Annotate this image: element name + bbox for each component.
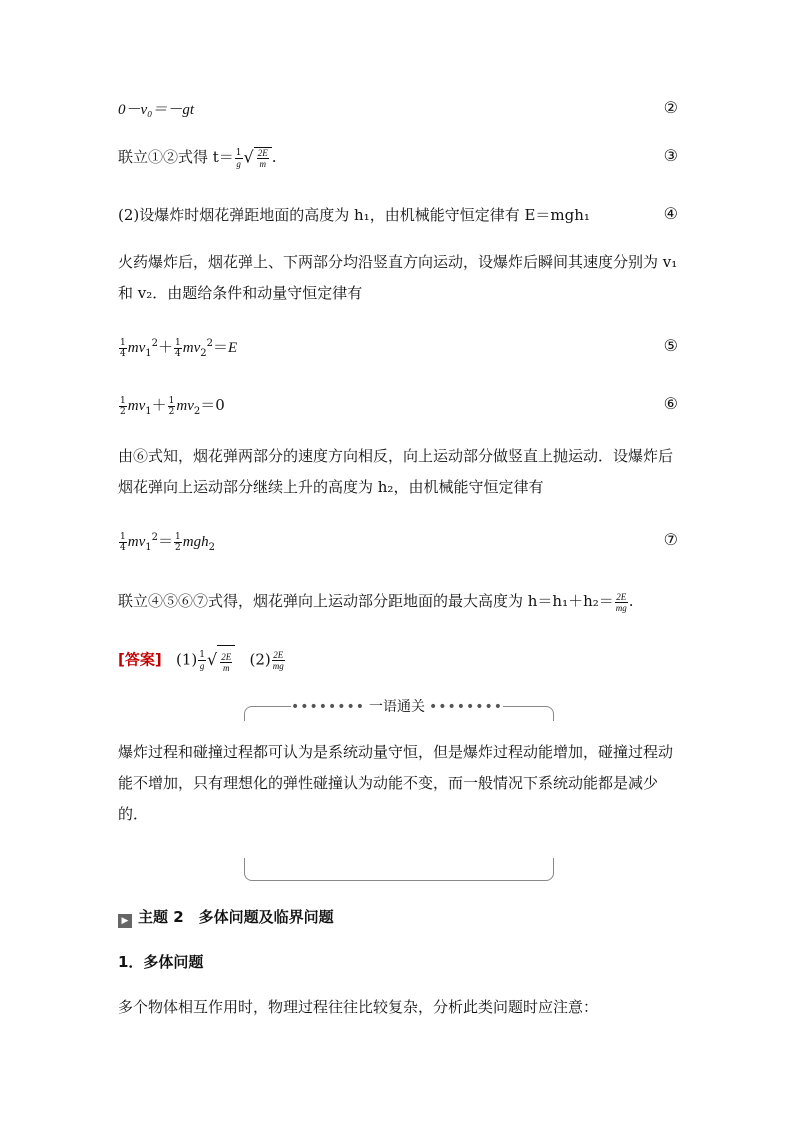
equation-number: ③ bbox=[663, 146, 678, 165]
equation-row-3 bbox=[118, 146, 678, 176]
answer-label: [答案] bbox=[118, 650, 162, 669]
equation-number: ④ bbox=[663, 204, 678, 223]
answer-line: [答案] (1) $\frac{1}{g}$ √ $\frac{2E}{m}$ (2) $\frac{2E}{mg}$ bbox=[118, 644, 683, 677]
equation-number: ⑥ bbox=[663, 394, 678, 413]
equation-text: $\frac{1}{4}$ $mv_1^2+$ $\frac{1}{4}$ $mv_2^2=E$ bbox=[120, 337, 238, 359]
equation-row-4 bbox=[118, 204, 678, 234]
equation-text: 0－v₀＝－gt bbox=[118, 102, 195, 118]
summary-box-body: 爆炸过程和碰撞过程都可认为是系统动量守恒，但是爆炸过程动能增加，碰撞过程动能不增加，只有理想化的弹性碰撞认为动能不变，而一般情况下系统动能都是减少的． bbox=[118, 743, 674, 823]
equation-row-6 bbox=[118, 394, 678, 424]
equation-text: $\frac{1}{4}$ $mv_1^2=$ $\frac{1}{2}$ mgh$_2$ bbox=[120, 531, 215, 553]
equation-max-height: 联立④⑤⑥⑦式得，烟花弹向上运动部分距地面的最大高度为 h＝h₁＋h₂＝ $\frac{2E}{mg}$ . bbox=[118, 591, 634, 613]
paragraph: 火药爆炸后，烟花弹上、下两部分均沿竖直方向运动，设爆炸后瞬间其速度分别为 v₁ 和 v₂．由题给条件和动量守恒定律有 bbox=[118, 253, 678, 302]
paragraph: 由⑥式知，烟花弹两部分的速度方向相反，向上运动部分做竖直上抛运动．设爆炸后烟花弹向上运动部分继续上升的高度为 h₂，由机械能守恒定律有 bbox=[118, 447, 674, 496]
equation-number: ⑤ bbox=[663, 336, 678, 355]
equation-text: (2)设爆炸时烟花弹距地面的高度为 h₁，由机械能守恒定律有 E＝mgh₁ bbox=[118, 206, 590, 224]
subheading: 1．多体问题 bbox=[118, 953, 204, 971]
equation-row-7 bbox=[118, 530, 678, 560]
equation-number: ⑦ bbox=[663, 530, 678, 549]
equation-text: $\frac{1}{2}$ $mv_1+$ $\frac{1}{2}$ $mv_2=0$ bbox=[120, 395, 225, 417]
equation-row-5 bbox=[118, 336, 678, 366]
play-triangle-icon: ▶ bbox=[118, 914, 132, 928]
equation-number: ② bbox=[663, 98, 678, 117]
equation-text: 联立①②式得 t＝ $\frac{1}{g}$ √ $\frac{2E}{m}$ . bbox=[118, 147, 277, 169]
topic-heading: ▶ 主题 2 多体问题及临界问题 bbox=[118, 906, 334, 928]
equation-row-2 bbox=[118, 98, 678, 128]
summary-box-bottom-border bbox=[244, 858, 554, 881]
paragraph: 多个物体相互作用时，物理过程往往比较复杂，分析此类问题时应注意： bbox=[118, 998, 599, 1016]
summary-box-title: •••••••• 一语通关 •••••••• bbox=[290, 699, 504, 715]
